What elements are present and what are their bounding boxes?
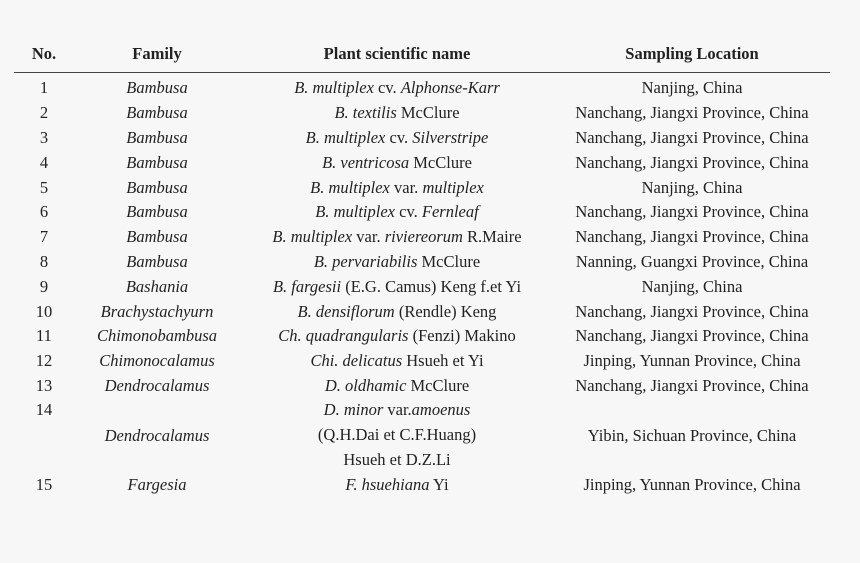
cell-plant-name — [240, 225, 554, 250]
cell-location: Nanchang, Jiangxi Province, China — [575, 227, 809, 247]
header-plant-name: Plant scientific name — [240, 36, 554, 73]
cell-location: Nanchang, Jiangxi Province, China — [575, 326, 809, 346]
plant-name-segment: B. fargesii — [272, 276, 342, 296]
plant-name-segment: R.Maire — [462, 227, 522, 247]
plant-name-segment: cv. — [395, 202, 422, 222]
cell-plant-name — [240, 126, 554, 151]
plant-name-segment: B. pervariabilis — [313, 251, 418, 271]
plant-name-segment: McClure — [409, 152, 472, 172]
cell-plant-name — [240, 101, 554, 126]
cell-no: 5 — [39, 177, 49, 197]
table-row — [14, 73, 830, 101]
row14-name-line2: (Q.H.Dai et C.F.Huang) — [317, 425, 477, 445]
cell-location — [554, 398, 830, 472]
cell-plant-name — [240, 299, 554, 324]
cell-family: Bambusa — [126, 127, 188, 147]
header-location: Sampling Location — [554, 36, 830, 73]
cell-no: 3 — [39, 127, 49, 147]
cell-no: 8 — [39, 251, 49, 271]
cell-family: Bambusa — [126, 227, 188, 247]
plant-name-segment: Hsueh et Yi — [402, 351, 484, 371]
table-row — [14, 150, 830, 175]
plant-name-segment: (Rendle) Keng — [394, 301, 497, 321]
cell-family: Bambusa — [126, 251, 188, 271]
plant-name-segment: B. multiplex — [310, 177, 390, 197]
table-row — [14, 374, 830, 399]
table-row — [14, 274, 830, 299]
cell-no: 6 — [39, 202, 49, 222]
row14-name-line1 — [240, 398, 554, 423]
row14-family: Dendrocalamus — [104, 425, 210, 445]
plant-name-segment: Silverstripe — [412, 127, 489, 147]
table-body — [14, 73, 830, 498]
row15-name-italic: F. hsuehiana — [345, 475, 430, 495]
cell-family: Bambusa — [126, 177, 188, 197]
table-row — [14, 126, 830, 151]
plant-name-segment: B. multiplex — [305, 127, 386, 147]
table-row — [14, 200, 830, 225]
cell-no: 15 — [35, 475, 53, 495]
plant-name-segment: McClure — [396, 103, 460, 123]
plant-name-segment: Chi. delicatus — [310, 351, 403, 371]
cell-location: Jinping, Yunnan Province, China — [583, 475, 801, 495]
table-row — [14, 299, 830, 324]
table-row — [14, 349, 830, 374]
cell-plant-name — [240, 150, 554, 175]
cell-no — [14, 398, 74, 472]
plant-name-segment: B. ventricosa — [322, 152, 410, 172]
plant-name-segment: multiplex — [422, 177, 484, 197]
plant-name-segment: B. densiflorum — [297, 301, 395, 321]
row14-no: 14 — [35, 400, 53, 420]
cell-location: Nanchang, Jiangxi Province, China — [575, 127, 809, 147]
plant-name-segment: cv. — [385, 127, 413, 147]
plant-name-segment: McClure — [417, 251, 481, 271]
plant-name-segment: B. multiplex — [272, 227, 353, 247]
cell-location: Nanjing, China — [641, 276, 743, 296]
cell-family: Fargesia — [127, 475, 187, 495]
cell-plant-name — [240, 374, 554, 399]
cell-no: 12 — [35, 351, 53, 371]
cell-location: Nanchang, Jiangxi Province, China — [575, 301, 809, 321]
cell-no: 1 — [39, 78, 49, 98]
plant-name-segment: cv. — [373, 78, 401, 98]
cell-location: Jinping, Yunnan Province, China — [583, 351, 801, 371]
cell-no: 13 — [35, 375, 53, 395]
cell-plant-name — [240, 349, 554, 374]
plant-name-segment: McClure — [406, 375, 470, 395]
plant-name-segment: var. — [352, 227, 385, 247]
cell-family: Chimonocalamus — [99, 351, 215, 371]
row14-name-line3: Hsueh et D.Z.Li — [343, 449, 451, 469]
cell-no: 10 — [35, 301, 53, 321]
plant-name-segment: (E.G. Camus) Keng f.et Yi — [341, 276, 522, 296]
cell-location: Nanchang, Jiangxi Province, China — [575, 202, 809, 222]
row14-location: Yibin, Sichuan Province, China — [587, 425, 797, 445]
cell-family: Bambusa — [126, 78, 188, 98]
plant-name-segment: Alphonse-Karr — [400, 78, 500, 98]
cell-no: 4 — [39, 152, 49, 172]
plant-name-segment: D. oldhamic — [324, 375, 407, 395]
cell-plant-name — [240, 73, 554, 101]
plant-name-segment: B. multiplex — [294, 78, 374, 98]
cell-plant-name — [240, 324, 554, 349]
plant-name-segment: Fernleaf — [421, 202, 479, 222]
table-row — [14, 398, 830, 472]
cell-location: Nanchang, Jiangxi Province, China — [575, 152, 809, 172]
cell-family: Dendrocalamus — [104, 375, 210, 395]
row14-name-italic2: amoenus — [411, 400, 471, 420]
cell-no: 11 — [36, 326, 52, 346]
cell-family: Bashania — [125, 276, 189, 296]
cell-plant-name — [240, 473, 554, 498]
cell-location: Nanning, Guangxi Province, China — [575, 251, 809, 271]
cell-plant-name — [240, 250, 554, 275]
cell-family: Bambusa — [126, 103, 188, 123]
row14-name-plain: var. — [383, 400, 412, 420]
cell-plant-name — [240, 175, 554, 200]
cell-location: Nanjing, China — [641, 78, 743, 98]
plant-name-segment: Ch. quadrangularis — [278, 326, 409, 346]
table-row — [14, 250, 830, 275]
row14-name-italic: D. minor — [323, 400, 384, 420]
cell-family: Chimonobambusa — [96, 326, 218, 346]
cell-location: Nanchang, Jiangxi Province, China — [575, 103, 809, 123]
cell-no: 2 — [39, 103, 49, 123]
plant-name-segment: B. multiplex — [315, 202, 395, 222]
row15-name-plain: Yi — [429, 475, 449, 495]
table-row — [14, 175, 830, 200]
cell-no: 9 — [39, 276, 49, 296]
cell-family: Bambusa — [126, 202, 188, 222]
table-row — [14, 101, 830, 126]
cell-family — [74, 398, 240, 472]
header-no: No. — [14, 36, 74, 73]
table-row — [14, 473, 830, 498]
header-row — [14, 36, 830, 73]
plant-name-segment: var. — [389, 177, 423, 197]
table-row — [14, 225, 830, 250]
cell-no: 7 — [39, 227, 49, 247]
header-family: Family — [74, 36, 240, 73]
cell-family: Brachystachyurn — [100, 301, 214, 321]
species-table — [14, 36, 830, 498]
plant-name-segment: (Fenzi) Makino — [408, 326, 516, 346]
cell-plant-name — [240, 274, 554, 299]
plant-name-segment: riviereorum — [384, 227, 463, 247]
table-row — [14, 324, 830, 349]
cell-plant-name — [240, 200, 554, 225]
cell-location: Nanjing, China — [641, 177, 743, 197]
cell-plant-name — [240, 398, 554, 472]
plant-name-segment: B. textilis — [334, 103, 397, 123]
cell-family: Bambusa — [126, 152, 188, 172]
cell-location: Nanchang, Jiangxi Province, China — [575, 375, 809, 395]
